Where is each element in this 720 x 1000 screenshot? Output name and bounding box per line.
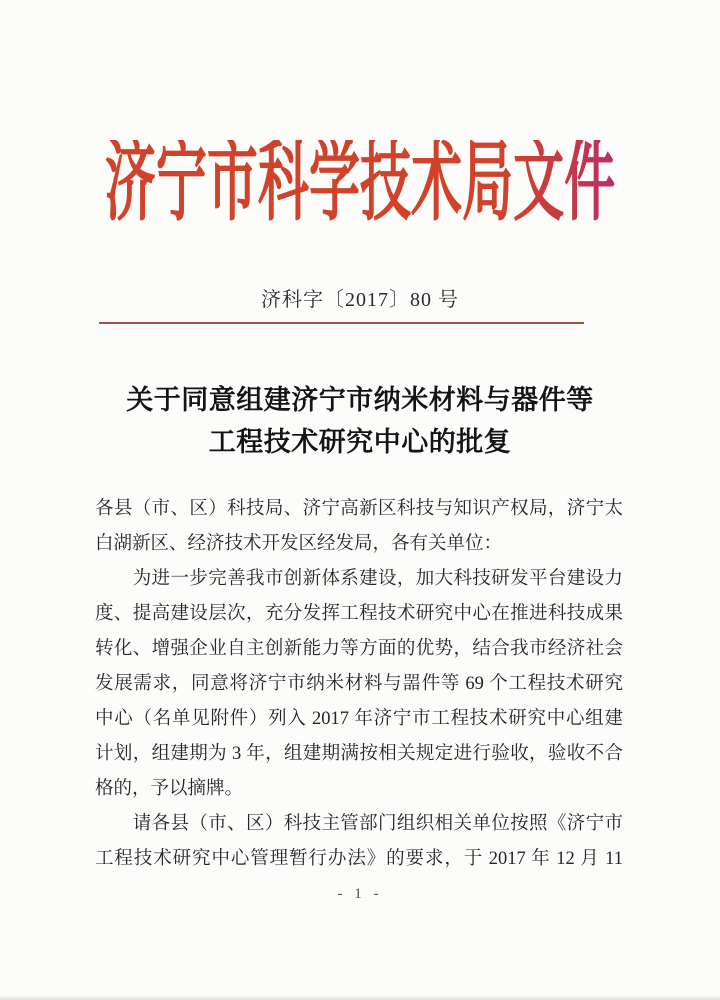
body-line: 为进一步完善我市创新体系建设，加大科技研发平台建设力 [95,569,623,589]
body-line: 格的，予以摘牌。 [95,779,244,799]
body-line: 中心（名单见附件）列入 2017 年济宁市工程技术研究中心组建 [95,709,623,729]
document-header-banner [0,136,720,232]
page-number: - 1 - [337,886,383,902]
body-line: 发展需求，同意将济宁市纳米材料与噐件等 69 个工程技术研究 [95,674,623,694]
document-title-line-1: 关于同意组建济宁市纳米材料与器件等 [126,385,594,415]
document-number: 济科字〔2017〕80 号 [261,289,459,311]
document-title-line-2: 工程技术研究中心的批复 [208,427,512,457]
body-line: 请各县（市、区）科技主管部门组织相关单位按照《济宁市 [95,814,623,834]
body-line: 白湖新区、经济技术开发区经发局，各有关单位： [95,534,503,554]
agency-title: 济宁市科学技术局文件 [104,135,616,232]
document-title [0,379,720,463]
body-line: 度、提高建设层次，充分发挥工程技术研究中心在推进科技成果 [95,604,623,624]
red-divider-line [99,322,584,324]
body-line: 转化、增强企业自主创新能力等方面的优势，结合我市经济社会 [95,639,623,659]
body-line: 各县（市、区）科技局、济宁高新区科技与知识产权局，济宁太 [95,499,623,519]
document-body [95,492,623,877]
body-line: 计划，组建期为 3 年，组建期满按相关规定进行验收，验收不合 [95,744,623,764]
body-line: 工程技术研究中心管理暂行办法》的要求，于 2017 年 12 月 11 [95,849,623,869]
